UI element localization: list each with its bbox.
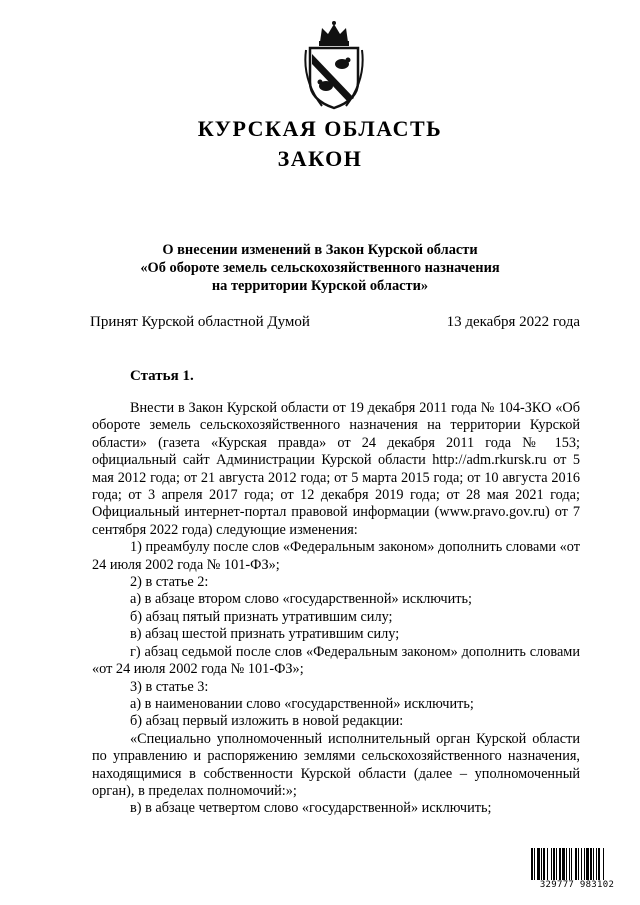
barcode-bar: [596, 848, 597, 880]
barcode-bar: [559, 848, 561, 880]
barcode-bar: [543, 848, 545, 880]
amendment-item: б) абзац первый изложить в новой редакции:: [130, 713, 404, 730]
barcode-bar: [553, 848, 555, 880]
amendment-item: в) абзац шестой признать утратившим силу;: [130, 626, 400, 643]
amendment-item: б) абзац пятый признать утратившим силу;: [130, 608, 393, 625]
barcode-bar: [551, 848, 552, 880]
amendment-item: 2) в статье 2:: [130, 574, 209, 591]
law-subject: [0, 241, 640, 295]
barcode-bar: [603, 848, 604, 880]
barcode-bar: [562, 848, 565, 880]
kursk-coat-of-arms-icon: [302, 20, 366, 110]
barcode-number: 329777 983102: [539, 880, 615, 890]
barcode-bar: [541, 848, 542, 880]
amendment-item: г) абзац седьмой после слов «Федеральным законом» дополнить словами «от 24 июля 2002 года № 101-ФЗ»;: [92, 643, 580, 678]
subject-line: О внесении изменений в Закон Курской области: [162, 242, 478, 258]
subject-line: на территории Курской области»: [211, 278, 429, 294]
article-body: [92, 400, 580, 818]
barcode-bar: [598, 848, 600, 880]
amendment-item: 3) в статье 3:: [130, 678, 209, 695]
adopted-by: Принят Курской областной Думой: [90, 314, 310, 330]
adoption-date: 13 декабря 2022 года: [446, 314, 580, 330]
barcode-bar: [584, 848, 585, 880]
barcode-bar: [534, 848, 535, 880]
barcode-bar: [566, 848, 567, 880]
barcode-bar: [586, 848, 589, 880]
article-heading: Статья 1.: [130, 368, 194, 384]
document-type-title: ЗАКОН: [277, 146, 363, 171]
barcode-bar: [581, 848, 582, 880]
barcode-bar: [593, 848, 594, 880]
barcode-bar: [578, 848, 579, 880]
amendment-item: а) в абзаце втором слово «государственной» исключить;: [130, 591, 473, 608]
amendment-item: в) в абзаце четвертом слово «государственной» исключить;: [130, 800, 492, 817]
barcode-icon: [531, 848, 621, 880]
barcode-bar: [537, 848, 540, 880]
barcode-bar: [575, 848, 577, 880]
barcode-bar: [590, 848, 592, 880]
barcode-bar: [556, 848, 557, 880]
barcode-bar: [531, 848, 533, 880]
amendment-item: «Специально уполномоченный исполнительный орган Курской области по управлению и распоряжению землями сельскохозяйственного назначения, находящимися в собственности Курской области (далее – уполномоченный орган), в пределах полномочий:»;: [92, 730, 580, 799]
barcode-bar: [571, 848, 572, 880]
amendment-item: а) в наименовании слово «государственной» исключить;: [130, 695, 474, 712]
barcode-bar: [547, 848, 548, 880]
amendment-item: 1) преамбулу после слов «Федеральным законом» дополнить словами «от 24 июля 2002 года № 101-ФЗ»;: [92, 539, 580, 573]
barcode-bar: [569, 848, 570, 880]
article-intro-paragraph: Внести в Закон Курской области от 19 декабря 2011 года № 104-ЗКО «Об обороте земель сельскохозяйственного назначения на территории Курской области» (газета «Курская правда» от 24 декабря 2011 года № 153; официальный сайт Администрации Курской области http://adm.rkursk.ru от 5 мая 2012 года; от 21 августа 2012 года; от 5 марта 2015 года; от 10 августа 2016 года; от 3 апреля 2017 года; от 12 декабря 2019 года; от 28 мая 2021 года; Официальный интернет-портал правовой информации (www.pravo.gov.ru) от 7 сентября 2022 года) следующие изменения:: [92, 400, 580, 538]
region-title: КУРСКАЯ ОБЛАСТЬ: [197, 116, 443, 141]
subject-line: «Об обороте земель сельскохозяйственного назначения: [140, 260, 500, 276]
